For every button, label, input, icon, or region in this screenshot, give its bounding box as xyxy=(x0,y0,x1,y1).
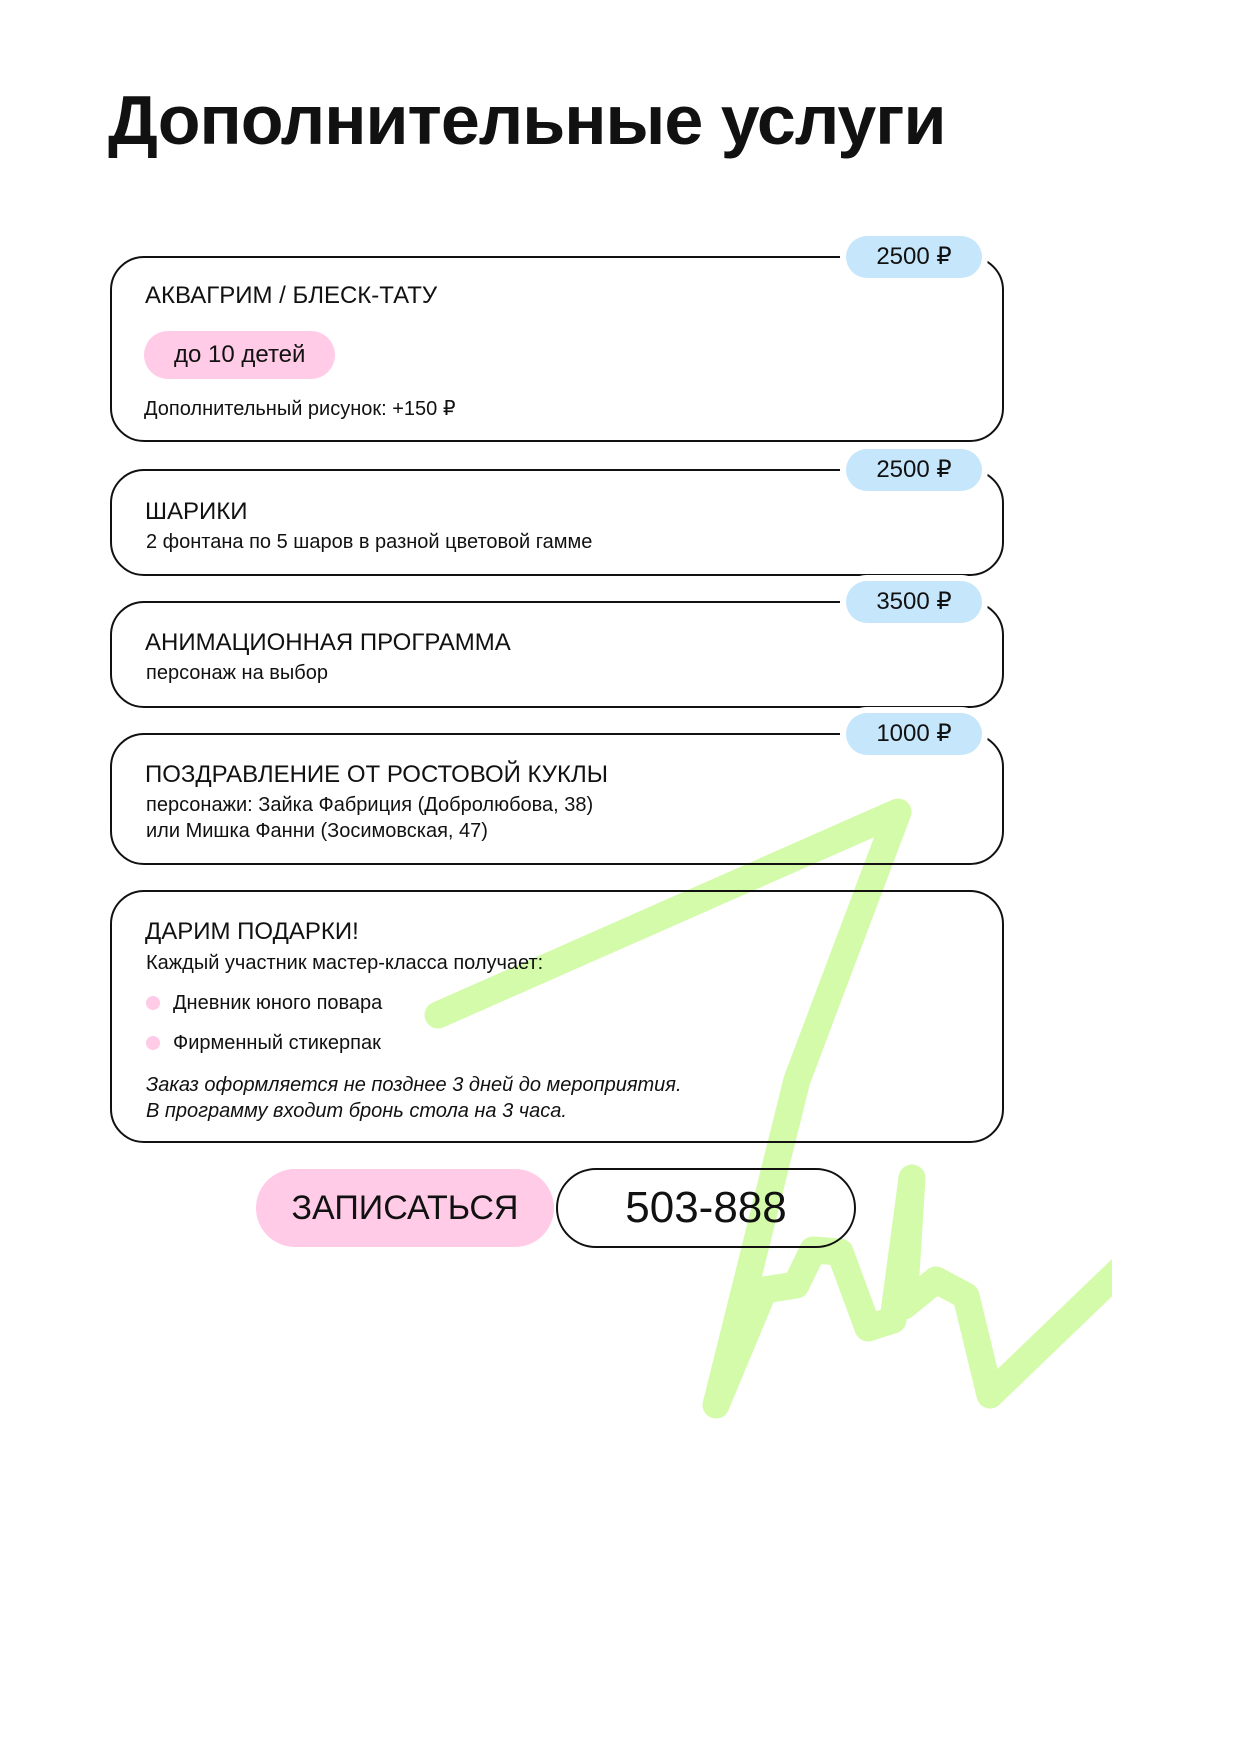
bullet-dot-icon xyxy=(146,1036,160,1050)
price-tag: 1000 ₽ xyxy=(846,713,982,755)
price-tag: 3500 ₽ xyxy=(846,581,982,623)
service-card-costume-doll xyxy=(110,720,1004,865)
kids-limit-badge: до 10 детей xyxy=(144,331,335,379)
gift-item xyxy=(146,1030,381,1056)
price-tag: 2500 ₽ xyxy=(846,236,982,278)
phone-number[interactable]: 503-888 xyxy=(556,1168,856,1248)
service-title: ПОЗДРАВЛЕНИЕ ОТ РОСТОВОЙ КУКЛЫ xyxy=(145,761,609,788)
gifts-card xyxy=(110,890,1004,1143)
signup-button[interactable]: ЗАПИСАТЬСЯ xyxy=(256,1169,554,1247)
service-description: персонаж на выбор xyxy=(146,662,328,684)
price-tag: 2500 ₽ xyxy=(846,449,982,491)
order-note-line-2: В программу входит бронь стола на 3 часа. xyxy=(146,1100,567,1122)
gifts-intro: Каждый участник мастер-класса получает: xyxy=(146,952,544,974)
bullet-dot-icon xyxy=(146,996,160,1010)
service-description-line-1: персонажи: Зайка Фабриция (Добролюбова, 38) xyxy=(146,794,594,816)
service-description: 2 фонтана по 5 шаров в разной цветовой гамме xyxy=(146,531,593,553)
service-title: АНИМАЦИОННАЯ ПРОГРАММА xyxy=(145,629,511,656)
gift-item xyxy=(146,990,382,1016)
gift-item-label: Дневник юного повара xyxy=(173,992,383,1014)
service-title: АКВАГРИМ / БЛЕСК-ТАТУ xyxy=(145,282,438,309)
order-note-line-1: Заказ оформляется не позднее 3 дней до мероприятия. xyxy=(146,1074,682,1096)
service-description: Дополнительный рисунок: +150 ₽ xyxy=(144,398,456,420)
gifts-title: ДАРИМ ПОДАРКИ! xyxy=(145,918,359,945)
gift-item-label: Фирменный стикерпак xyxy=(173,1032,381,1054)
service-card-animation xyxy=(110,588,1004,708)
service-description-line-2: или Мишка Фанни (Зосимовская, 47) xyxy=(146,820,488,842)
service-card-balloons xyxy=(110,456,1004,576)
page-title: Дополнительные услуги xyxy=(108,81,946,159)
service-card-aquagrim xyxy=(110,243,1004,442)
service-title: ШАРИКИ xyxy=(145,498,248,525)
